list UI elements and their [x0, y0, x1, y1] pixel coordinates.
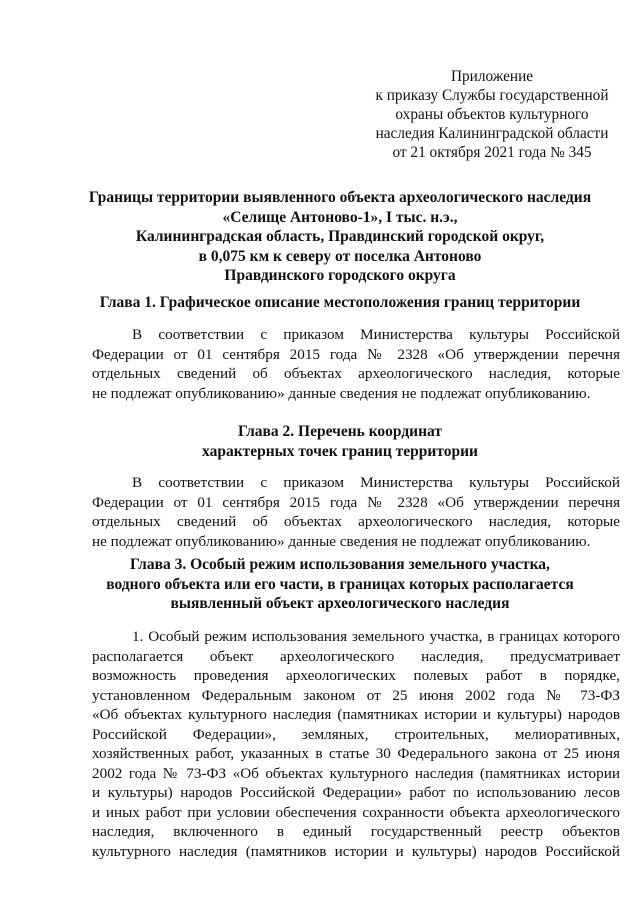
title-line: Границы территории выявленного объекта археологического наследия	[88, 189, 592, 206]
text-line: «Об объектах культурного наследия (памятниках истории и культуры) народов	[92, 706, 620, 724]
chapter-2-heading	[60, 422, 620, 461]
text-line: отдельных сведений об объектах археологического наследия, которые	[92, 513, 620, 531]
approval-line: наследия Калининградской области	[375, 125, 609, 142]
text-line: хозяйственных работ, указанных в статье 30 Федерального закона от 25 июня	[92, 745, 620, 763]
heading-line: выявленный объект археологического наследия	[170, 595, 510, 613]
approval-line: к приказу Службы государственной	[375, 87, 609, 104]
heading-line: Глава 2. Перечень координат	[237, 423, 443, 440]
title-line: «Селище Антоново-1», I тыс. н.э.,	[222, 208, 458, 226]
heading-line: водного объекта или его части, в границах которых располагается	[106, 575, 574, 593]
text-line: возможность проведения археологических полевых работ в порядке,	[92, 667, 620, 685]
text-line: В соответствии с приказом Министерства культуры Российской	[132, 474, 620, 491]
chapter-3-paragraph	[92, 627, 620, 862]
approval-line: охраны объектов культурного	[395, 106, 589, 123]
heading-line: характерных точек границ территории	[202, 442, 478, 460]
chapter-2-paragraph	[92, 473, 620, 551]
text-line: Федерации от 01 сентября 2015 года № 2328 «Об утверждении перечня	[92, 345, 620, 363]
chapter-1-heading	[60, 293, 620, 313]
text-line: располагается объект археологического наследия, предусматривает	[92, 647, 620, 665]
heading-line: Глава 1. Графическое описание местоположения границ территории	[99, 294, 581, 311]
text-line: культурного наследия (памятников истории и культуры) народов Российской	[92, 843, 620, 861]
text-line: наследия, включенного в единый государственный реестр объектов	[92, 823, 620, 841]
approval-block	[372, 67, 612, 162]
text-line: Федерации от 01 сентября 2015 года № 2328 «Об утверждении перечня	[92, 493, 620, 511]
text-line: 1. Особый режим использования земельного участка, в границах которого	[132, 628, 620, 645]
text-line: Российской Федерации», земляных, строительных, мелиоративных,	[92, 725, 620, 743]
chapter-1-paragraph	[92, 325, 620, 403]
title-line: в 0,075 км к северу от поселка Антоново	[198, 247, 482, 265]
chapter-3-heading	[60, 555, 620, 614]
approval-line: Приложение	[450, 68, 534, 85]
text-line: и культуры) народов Российской Федерации» работ по использованию лесов	[92, 784, 620, 802]
heading-line: Глава 3. Особый режим использования земельного участка,	[130, 556, 550, 573]
document-title	[60, 188, 620, 286]
text-line: 2002 года № 73-ФЗ «Об объектах культурного наследия (памятниках истории	[92, 764, 620, 782]
title-line: Правдинского городского округа	[224, 267, 456, 285]
text-line: и иных работ при условии обеспечения сохранности объекта археологического	[92, 803, 620, 821]
title-line: Калининградская область, Правдинский городской округ,	[135, 228, 545, 246]
text-line: не подлежат опубликованию» данные сведения не подлежат опубликованию.	[92, 384, 591, 402]
approval-line: от 21 октября 2021 года № 345	[392, 144, 592, 161]
text-line: отдельных сведений об объектах археологического наследия, которые	[92, 365, 620, 383]
text-line: В соответствии с приказом Министерства культуры Российской	[132, 326, 620, 343]
text-line: установленном Федеральным законом от 25 июня 2002 года № 73-ФЗ	[92, 686, 620, 704]
text-line: не подлежат опубликованию» данные сведения не подлежат опубликованию.	[92, 532, 591, 550]
